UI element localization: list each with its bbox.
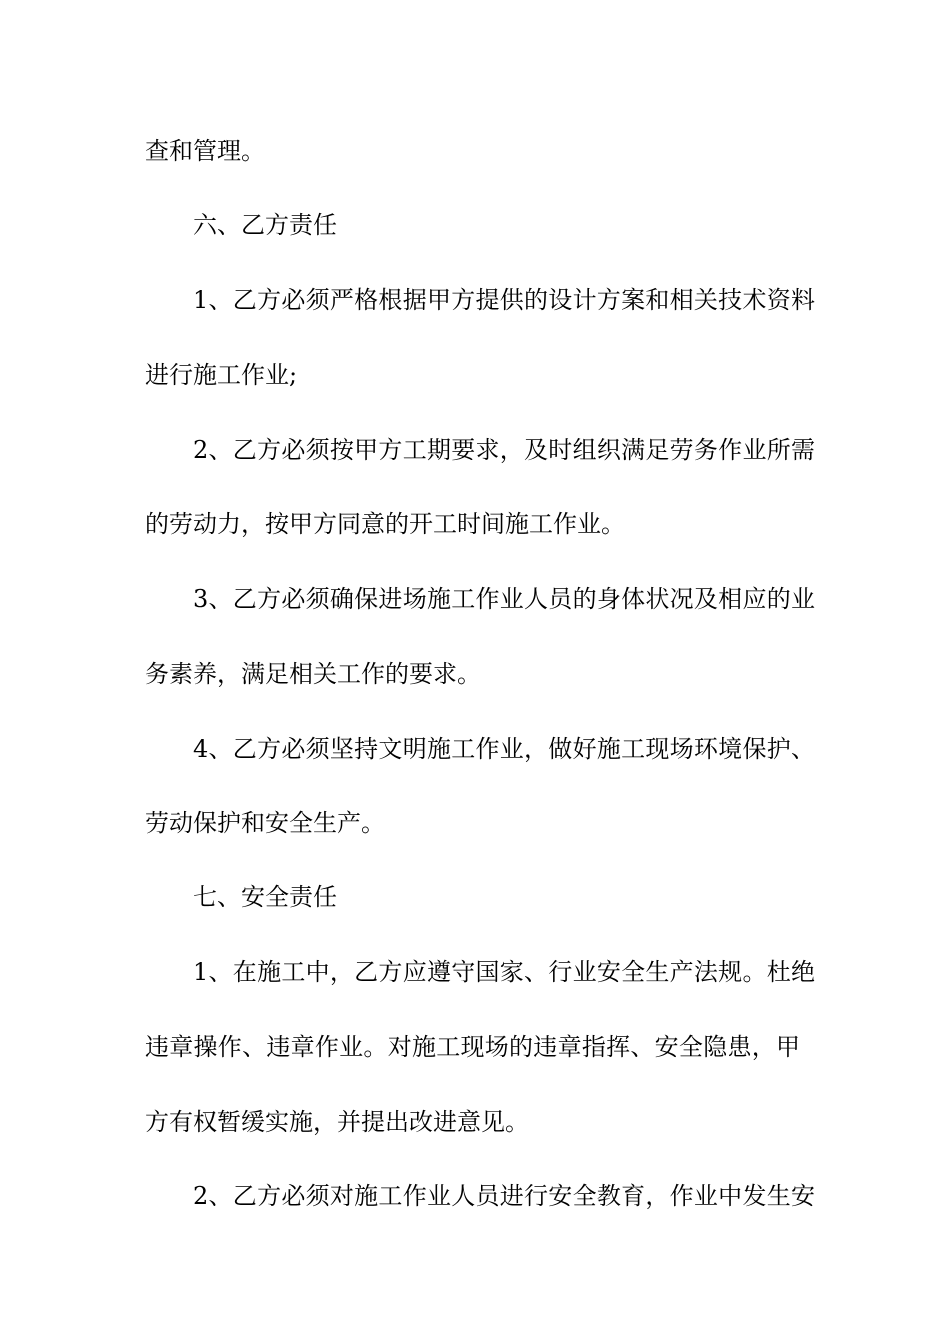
section-heading: 六、乙方责任 xyxy=(193,211,337,239)
paragraph-line: 方有权暂缓实施，并提出改进意见。 xyxy=(145,1108,529,1136)
section-heading: 七、安全责任 xyxy=(193,883,337,911)
paragraph-line: 1、在施工中，乙方应遵守国家、行业安全生产法规。杜绝 xyxy=(193,958,815,986)
paragraph-line: 2、乙方必须按甲方工期要求，及时组织满足劳务作业所需 xyxy=(193,436,815,464)
paragraph-line: 违章操作、违章作业。对施工现场的违章指挥、安全隐患，甲 xyxy=(145,1033,800,1061)
paragraph-line: 劳动保护和安全生产。 xyxy=(145,809,385,837)
paragraph-line: 4、乙方必须坚持文明施工作业，做好施工现场环境保护、 xyxy=(193,735,815,763)
paragraph-line: 3、乙方必须确保进场施工作业人员的身体状况及相应的业 xyxy=(193,585,815,613)
paragraph-line: 1、乙方必须严格根据甲方提供的设计方案和相关技术资料 xyxy=(193,286,815,314)
paragraph-line: 进行施工作业; xyxy=(145,361,298,389)
paragraph-line: 务素养，满足相关工作的要求。 xyxy=(145,660,481,688)
paragraph-line: 的劳动力，按甲方同意的开工时间施工作业。 xyxy=(145,510,625,538)
paragraph-line: 查和管理。 xyxy=(145,137,265,165)
paragraph-line: 2、乙方必须对施工作业人员进行安全教育，作业中发生安 xyxy=(193,1182,815,1210)
